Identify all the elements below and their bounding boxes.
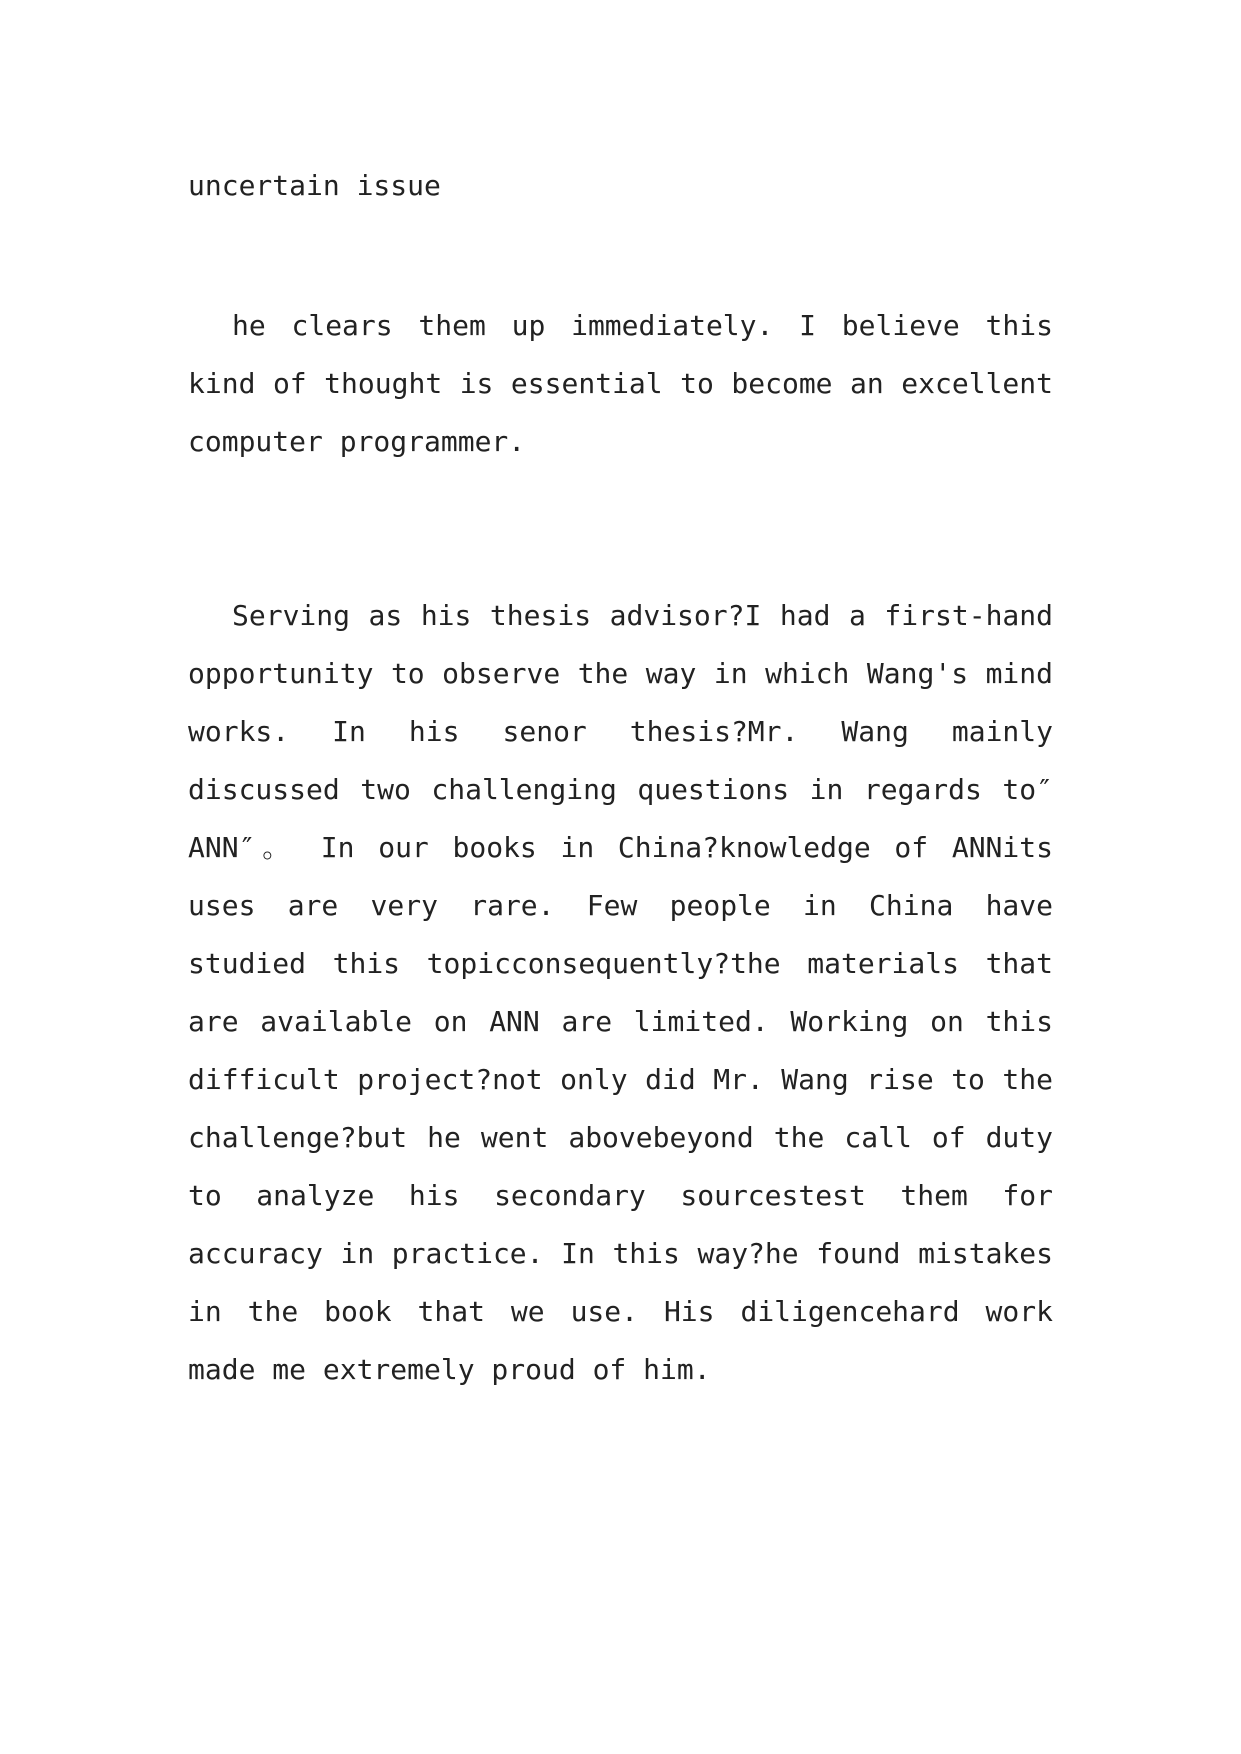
text-line: to analyze his secondary sourcestest them for: [188, 1179, 1053, 1212]
text-line: ANN″。 In our books in China?knowledge of ANNits: [188, 831, 1053, 864]
text-line: made me extremely proud of him.: [188, 1353, 711, 1386]
text-line: accuracy in practice. In this way?he found mistakes: [188, 1237, 1053, 1270]
text-line: computer programmer.: [188, 425, 526, 458]
text-line: challenge?but he went abovebeyond the call of duty: [188, 1121, 1053, 1154]
text-line: in the book that we use. His diligencehard work: [188, 1295, 1053, 1328]
text-line: Serving as his thesis advisor?I had a first-hand: [232, 599, 1053, 632]
text-line: are available on ANN are limited. Working on this: [188, 1005, 1053, 1038]
text-line: kind of thought is essential to become an excellent: [188, 367, 1053, 400]
text-line: discussed two challenging questions in regards to″: [188, 773, 1053, 806]
text-line: he clears them up immediately. I believe this: [232, 309, 1053, 342]
text-line: difficult project?not only did Mr. Wang rise to the: [188, 1063, 1053, 1096]
text-line: uncertain issue: [188, 169, 441, 202]
text-line: studied this topicconsequently?the materials that: [188, 947, 1053, 980]
text-line: uses are very rare. Few people in China have: [188, 889, 1053, 922]
text-line: opportunity to observe the way in which Wang's mind: [188, 657, 1053, 690]
text-line: works. In his senor thesis?Mr. Wang mainly: [188, 715, 1053, 748]
